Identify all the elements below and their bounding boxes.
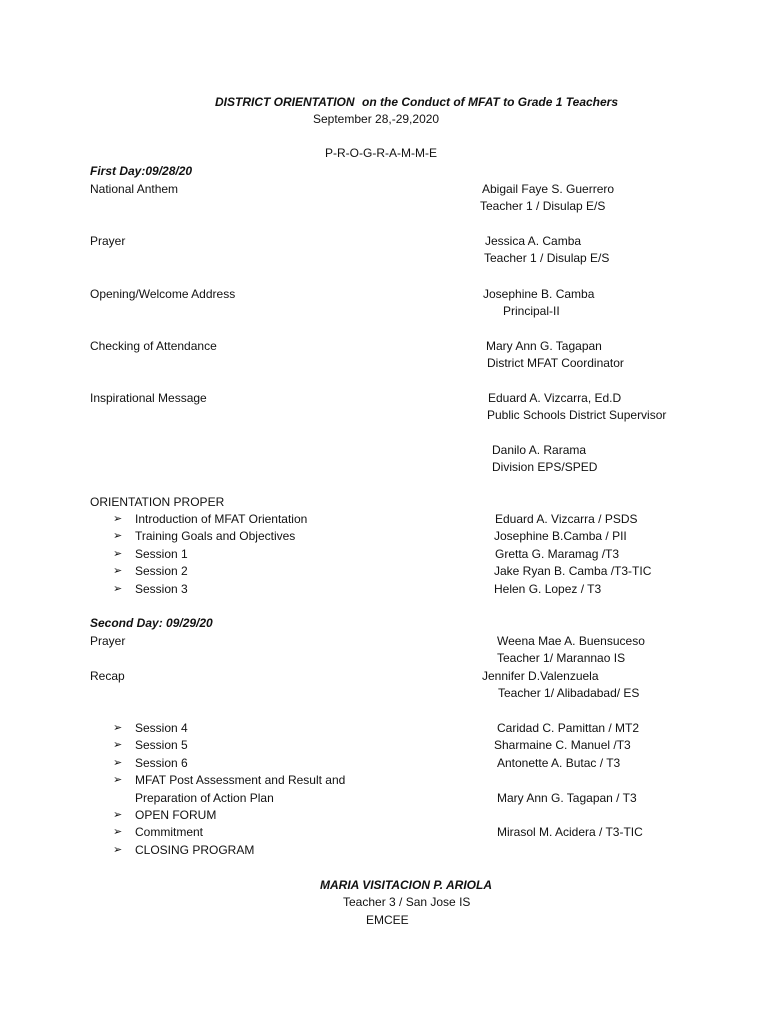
- bullet-arrow-icon: ➢: [113, 774, 123, 786]
- day1-name: Mary Ann G. Tagapan: [486, 339, 602, 353]
- day1-role: Teacher 1 / Disulap E/S: [480, 199, 606, 213]
- day1-activity: Opening/Welcome Address: [90, 287, 236, 301]
- event-date: September 28,-29,2020: [313, 112, 440, 126]
- title-prefix: DISTRICT ORIENTATION: [215, 95, 355, 109]
- day1-name: Josephine B. Camba: [483, 287, 595, 301]
- orientation-item: Session 1: [135, 547, 188, 561]
- day1-activity: National Anthem: [90, 182, 179, 196]
- orientation-person: Eduard A. Vizcarra / PSDS: [495, 512, 638, 526]
- session-person: Mirasol M. Acidera / T3-TIC: [497, 825, 643, 839]
- session-person: Mary Ann G. Tagapan / T3: [497, 791, 637, 805]
- day1-extra-role: Division EPS/SPED: [492, 460, 598, 474]
- title-suffix: on the Conduct of MFAT to Grade 1 Teachers: [362, 95, 619, 109]
- session-item: MFAT Post Assessment and Result and: [135, 773, 346, 787]
- session-item: Session 5: [135, 738, 188, 752]
- session-item: Session 4: [135, 721, 188, 735]
- orientation-item: Training Goals and Objectives: [135, 529, 296, 543]
- orientation-heading: ORIENTATION PROPER: [90, 495, 225, 509]
- bullet-arrow-icon: ➢: [113, 583, 123, 595]
- emcee-title: EMCEE: [366, 913, 409, 927]
- day2-heading: Second Day: 09/29/20: [90, 616, 213, 630]
- day1-name: Eduard A. Vizcarra, Ed.D: [488, 391, 622, 405]
- programme-heading: P-R-O-G-R-A-M-M-E: [325, 146, 437, 160]
- session-person: Sharmaine C. Manuel /T3: [494, 738, 631, 752]
- orientation-item: Session 3: [135, 582, 188, 596]
- session-item-continued: Preparation of Action Plan: [135, 791, 274, 805]
- session-item: CLOSING PROGRAM: [135, 843, 255, 857]
- bullet-arrow-icon: ➢: [113, 530, 123, 542]
- day2-role: Teacher 1/ Marannao IS: [497, 651, 626, 665]
- orientation-person: Jake Ryan B. Camba /T3-TIC: [494, 564, 652, 578]
- session-person: Antonette A. Butac / T3: [497, 756, 621, 770]
- day1-role: Teacher 1 / Disulap E/S: [484, 251, 610, 265]
- session-item: Session 6: [135, 756, 188, 770]
- day2-activity: Recap: [90, 669, 125, 683]
- day2-name: Weena Mae A. Buensuceso: [497, 634, 645, 648]
- bullet-arrow-icon: ➢: [113, 565, 123, 577]
- day2-role: Teacher 1/ Alibadabad/ ES: [498, 686, 640, 700]
- session-item: OPEN FORUM: [135, 808, 217, 822]
- session-item: Commitment: [135, 825, 204, 839]
- bullet-arrow-icon: ➢: [113, 809, 123, 821]
- day1-name: Jessica A. Camba: [485, 234, 582, 248]
- day1-role: Principal-II: [503, 304, 560, 318]
- day1-activity: Checking of Attendance: [90, 339, 217, 353]
- day2-activity: Prayer: [90, 634, 126, 648]
- bullet-arrow-icon: ➢: [113, 757, 123, 769]
- day1-role: Public Schools District Supervisor: [487, 408, 667, 422]
- bullet-arrow-icon: ➢: [113, 548, 123, 560]
- session-person: Caridad C. Pamittan / MT2: [497, 721, 640, 735]
- day1-heading: First Day:09/28/20: [90, 164, 193, 178]
- orientation-person: Josephine B.Camba / PII: [494, 529, 627, 543]
- day2-name: Jennifer D.Valenzuela: [482, 669, 599, 683]
- day1-role: District MFAT Coordinator: [487, 356, 624, 370]
- orientation-item: Session 2: [135, 564, 188, 578]
- day1-extra-name: Danilo A. Rarama: [492, 443, 587, 457]
- emcee-name: MARIA VISITACION P. ARIOLA: [320, 878, 493, 892]
- day1-activity: Prayer: [90, 234, 126, 248]
- bullet-arrow-icon: ➢: [113, 513, 123, 525]
- day1-activity: Inspirational Message: [90, 391, 207, 405]
- orientation-item: Introduction of MFAT Orientation: [135, 512, 308, 526]
- day1-name: Abigail Faye S. Guerrero: [482, 182, 615, 196]
- emcee-role: Teacher 3 / San Jose IS: [343, 895, 471, 909]
- orientation-person: Helen G. Lopez / T3: [494, 582, 602, 596]
- orientation-person: Gretta G. Maramag /T3: [495, 547, 620, 561]
- bullet-arrow-icon: ➢: [113, 722, 123, 734]
- bullet-arrow-icon: ➢: [113, 844, 123, 856]
- bullet-arrow-icon: ➢: [113, 739, 123, 751]
- bullet-arrow-icon: ➢: [113, 826, 123, 838]
